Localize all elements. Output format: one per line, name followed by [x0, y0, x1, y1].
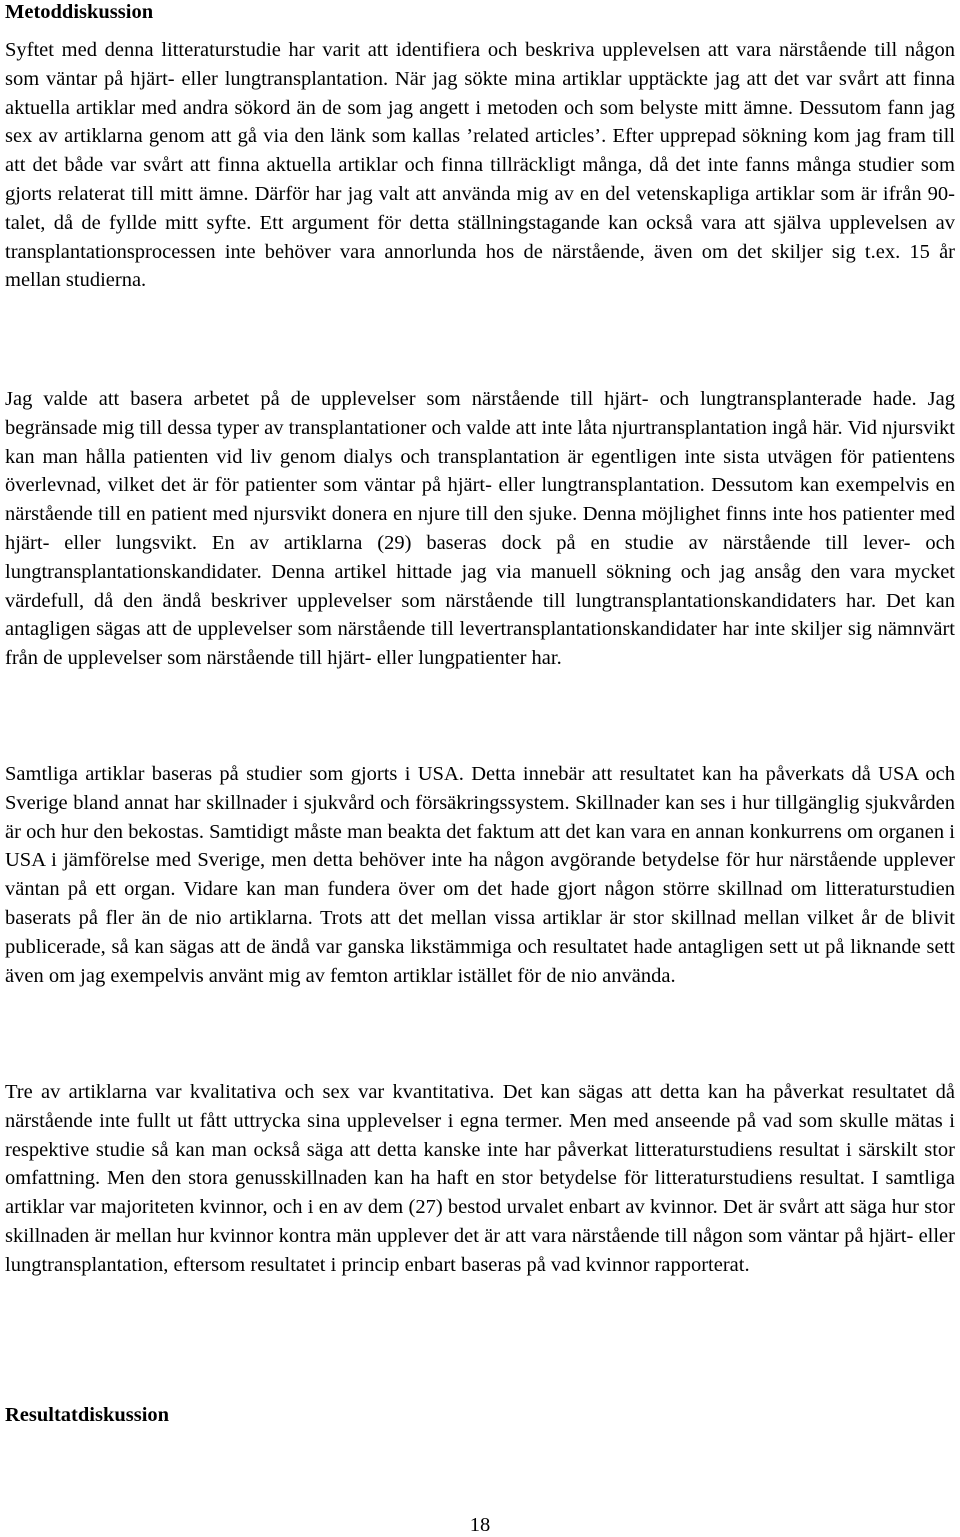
paragraph: Syftet med denna litteraturstudie har varit att identifiera och beskriva upplevelsen att vara närstående till någon som väntar på hjärt- eller lungtransplantation. När jag sökte mina artiklar upptäckte jag att det var svårt att finna aktuella artiklar med andra sökord än de som jag angett i metoden och som belyste mitt ämne. Dessutom fann jag sex av artiklarna genom att gå via den länk som kallas ’related articles’. Efter upprepad sökning kom jag fram till att det både var svårt att finna aktuella artiklar och finna tillräckligt många, då det inte fanns många studier som gjorts relaterat till mitt ämne. Därför har jag valt att använda mig av en del vetenskapliga artiklar som är ifrån 90-talet, då de fyllde mitt syfte. Ett argument för detta ställningstagande kan också vara att själva upplevelsen av transplantationsprocessen inte behöver vara annorlunda hos de närstående, även om det skiljer sig t.ex. 15 år mellan studierna.	[5, 39, 955, 292]
page-number: 18	[469, 1514, 491, 1536]
section-heading-resultatdiskussion: Resultatdiskussion	[5, 1404, 170, 1426]
paragraph: Samtliga artiklar baseras på studier som gjorts i USA. Detta innebär att resultatet kan ha påverkats då USA och Sverige bland annat har skillnader i sjukvård och försäkringssystem. Skillnader kan ses i hur tillgänglig sjukvården är och hur den bekostas. Samtidigt måste man beakta det faktum att det kan vara en annan konkurrens om organen i USA i jämförelse med Sverige, men detta behöver inte ha någon avgörande betydelse för hur närstående upplever väntan på ett organ. Vidare kan man fundera över om det hade gjort någon större skillnad om litteraturstudien baserats på fler än de nio artiklarna. Trots att det mellan vissa artiklar är stor skillnad mellan vilket år de blivit publicerade, så kan sägas att de ändå var ganska likstämmiga och resultatet hade antagligen sett ut på liknande sett även om jag exempelvis använt mig av femton artiklar istället för de nio använda.	[5, 763, 955, 987]
paragraph: Tre av artiklarna var kvalitativa och sex var kvantitativa. Det kan sägas att detta kan ha påverkat resultatet då närstående inte fullt ut fått uttrycka sina upplevelser i egna termer. Men med anseende på vad som skulle mätas i respektive studie så kan man också säga att detta kanske inte har påverkat litteraturstudiens resultat i särskilt stor omfattning. Men den stora genusskillnaden kan ha haft en stor betydelse för litteraturstudiens resultat. I samtliga artiklar var majoriteten kvinnor, och i en av dem (27) bestod urvalet enbart av kvinnor. Det är svårt att säga hur stor skillnaden är mellan hur kvinnor kontra män upplever det är att vara närstående till någon som väntar på hjärt- eller lungtransplantation, eftersom resultatet i princip enbart baseras på vad kvinnor rapporterat.	[5, 1081, 955, 1276]
paragraph: Jag valde att basera arbetet på de upplevelser som närstående till hjärt- och lungtransplanterade hade. Jag begränsade mig till dessa typer av transplantationer och valde att inte låta njurtransplantation ingå här. Vid njursvikt kan man hålla patienten vid liv genom dialys och transplantation är egentligen inte sista utvägen för patientens överlevnad, vilket det är för patienter som väntar på hjärt- eller lungtransplantation. Dessutom kan exempelvis en närstående till en patient med njursvikt donera en njure till den sjuke. Denna möjlighet finns inte hos patienter med hjärt- eller lungsvikt. En av artiklarna (29) baseras dock på en studie av närstående till lever- och lungtransplantationskandidater. Denna artikel hittade jag via manuell sökning och jag ansåg den vara mycket värdefull, då den ändå beskriver upplevelser som närstående till lungtransplantationskandidaters har. Det kan antagligen sägas att de upplevelser som närstående till levertransplantationskandidater har inte skiljer sig nämnvärt från de upplevelser som närstående till hjärt- eller lungpatienter har.	[5, 388, 955, 670]
section-heading-metoddiskussion: Metoddiskussion	[5, 1, 154, 23]
